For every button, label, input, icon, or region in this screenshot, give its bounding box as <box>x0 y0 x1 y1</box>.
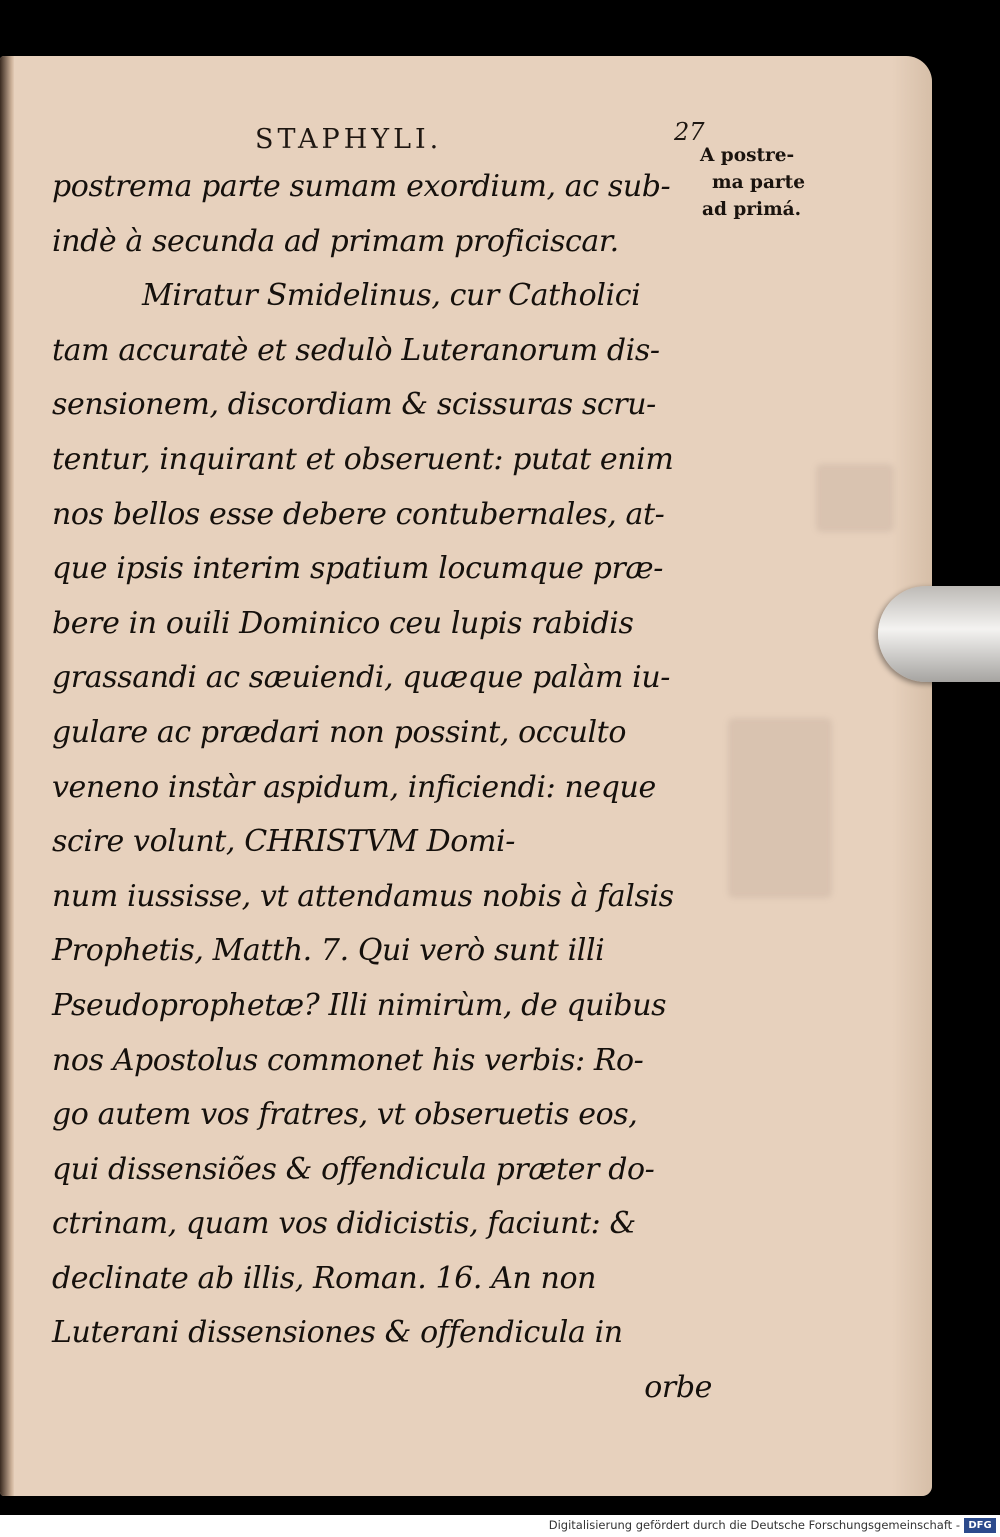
text-line: veneno instàr aspidum, inficiendi: neque <box>52 769 656 805</box>
show-through-mark <box>816 464 894 532</box>
body-text <box>52 160 722 1416</box>
catchword: orbe <box>644 1370 712 1406</box>
text-line: sensionem, discordiam & scissuras scru- <box>52 387 656 423</box>
marginal-note-line: ma parte <box>712 172 805 193</box>
text-line: go autem vos fratres, vt obseruetis eos, <box>52 1097 638 1133</box>
text-line: gulare ac prædari non possint, occulto <box>52 714 627 750</box>
show-through-mark <box>728 718 832 898</box>
text-line: Luterani dissensiones & offendicula in <box>52 1315 623 1351</box>
text-line: qui dissensiões & offendicula præter do- <box>52 1151 655 1187</box>
page-edge-shade <box>892 56 932 1496</box>
book-page <box>0 56 932 1496</box>
page-clip-tab <box>878 586 1000 682</box>
text-line: declinate ab illis, Roman. 16. An non <box>52 1260 597 1296</box>
text-line: Prophetis, Matth. 7. Qui verò sunt illi <box>52 933 605 969</box>
page-number: 27 <box>674 118 705 146</box>
text-line: tam accuratè et sedulò Luteranorum dis- <box>52 332 660 368</box>
text-line: tentur, inquirant et obseruent: putat enim <box>52 441 674 477</box>
text-line: nos Apostolus commonet his verbis: Ro- <box>52 1042 644 1078</box>
text-line: postrema parte sumam exordium, ac sub- <box>52 169 671 204</box>
page-gutter-shadow <box>0 56 14 1496</box>
footer-bar <box>0 1515 1000 1537</box>
text-line: num iussisse, vt attendamus nobis à falsis <box>52 878 674 914</box>
marginal-note <box>700 142 820 223</box>
text-line: que ipsis interim spatium locumque præ- <box>52 551 663 587</box>
marginal-note-line: ad primá. <box>702 199 802 220</box>
funding-credit: Digitalisierung gefördert durch die Deutsche Forschungsgemeinschaft - <box>548 1518 960 1532</box>
running-title: STAPHYLI. <box>255 124 443 155</box>
text-line: indè à secunda ad primam proficiscar. <box>52 223 619 259</box>
marginal-note-line: A postre- <box>700 145 795 166</box>
text-line: grassandi ac sæuiendi, quæque palàm iu- <box>52 660 670 696</box>
text-line: scire volunt, CHRISTVM Domi- <box>52 824 515 860</box>
text-line: Miratur Smidelinus, cur Catholici <box>142 278 641 314</box>
dfg-logo: DFG <box>964 1518 996 1533</box>
text-line: Pseudoprophetæ? Illi nimirùm, de quibus <box>52 987 667 1023</box>
text-line: nos bellos esse debere contubernales, at- <box>52 496 665 532</box>
text-line: ctrinam, quam vos didicistis, faciunt: & <box>52 1206 636 1242</box>
text-line: bere in ouili Dominico ceu lupis rabidis <box>52 605 634 641</box>
